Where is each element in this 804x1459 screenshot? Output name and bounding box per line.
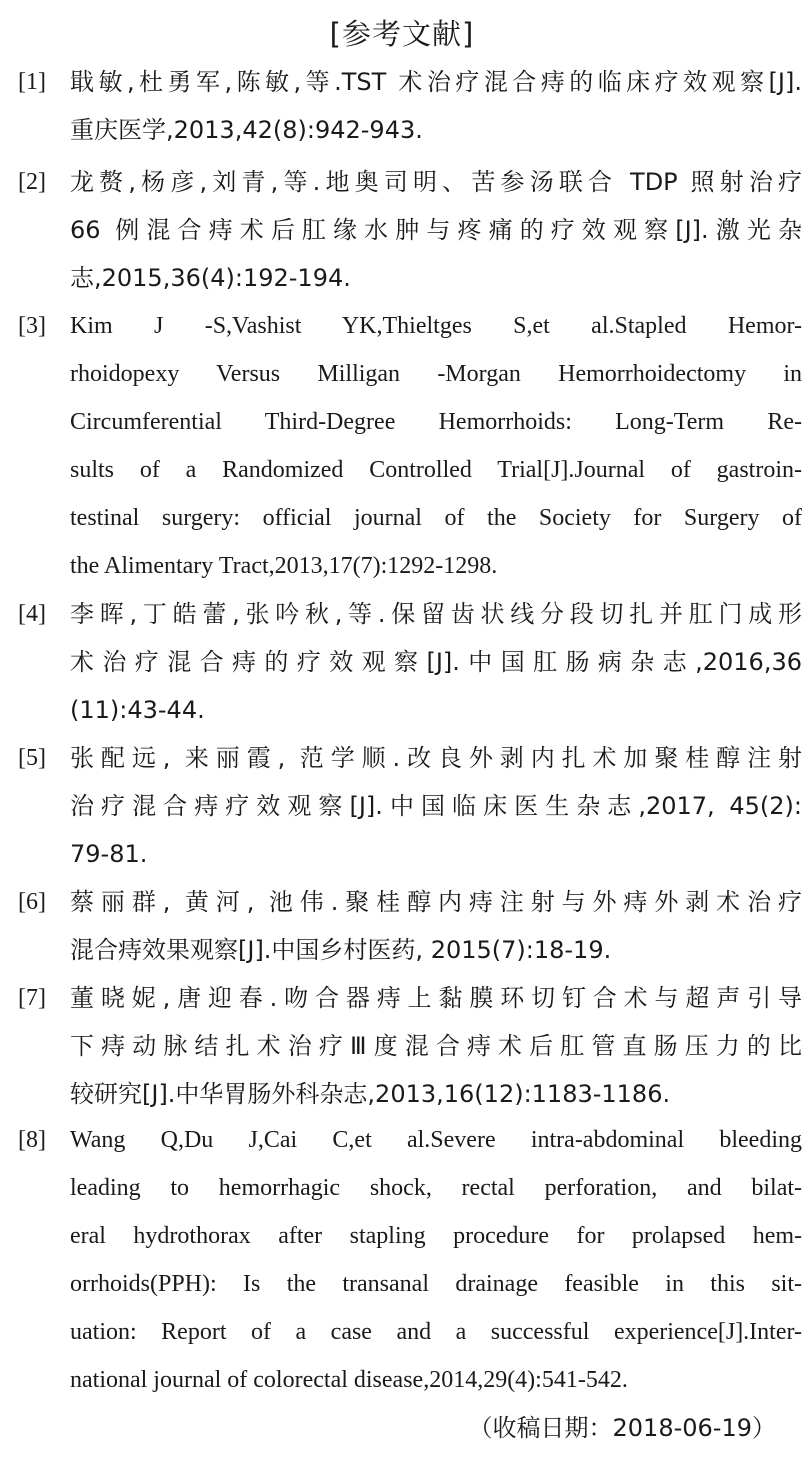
reference-line: Kim J -S,Vashist YK,Thieltges S,et al.Stapled Hemor- (70, 313, 802, 339)
reference-line: 较研究[J].中华胃肠外科杂志,2013,16(12):1183-1186. (70, 1080, 671, 1108)
reference-line: the Alimentary Tract,2013,17(7):1292-1298. (70, 553, 498, 579)
reference-line: 混合痔效果观察[J].中国乡村医药, 2015(7):18-19. (70, 936, 612, 964)
reference-line: rhoidopexy Versus Milligan -Morgan Hemorrhoidectomy in (70, 361, 802, 387)
reference-line: orrhoids(PPH): Is the transanal drainage feasible in this sit- (70, 1271, 802, 1297)
reference-line: 董晓妮,唐迎春.吻合器痔上黏膜环切钉合术与超声引导 (70, 984, 802, 1012)
reference-line: 张配远, 来丽霞, 范学顺.改良外剥内扎术加聚桂醇注射 (70, 744, 802, 772)
reference-line: 治疗混合痔疗效观察[J].中国临床医生杂志,2017, 45(2): (70, 792, 802, 820)
reference-line: 79-81. (70, 840, 148, 868)
reference-line: uation: Report of a case and a successful experience[J].Inter- (70, 1319, 802, 1345)
reference-line: 蔡丽群, 黄河, 池伟.聚桂醇内痔注射与外痔外剥术治疗 (70, 888, 802, 916)
reference-line: 戢敏,杜勇军,陈敏,等.TST 术治疗混合痔的临床疗效观察[J]. (70, 68, 802, 96)
reference-number: [7] (18, 985, 46, 1011)
reference-number: [5] (18, 745, 46, 771)
reference-line: 66 例混合痔术后肛缘水肿与疼痛的疗效观察[J].激光杂 (70, 216, 802, 244)
received-date: （收稿日期：2018-06-19） (468, 1414, 776, 1442)
reference-number: [3] (18, 313, 46, 339)
reference-line: 龙赘,杨彦,刘青,等.地奥司明、苦参汤联合 TDP 照射治疗 (70, 168, 802, 196)
reference-number: [6] (18, 889, 46, 915)
reference-line: Circumferential Third-Degree Hemorrhoids: Long-Term Re- (70, 409, 802, 435)
reference-number: [2] (18, 169, 46, 195)
references-heading: [参考文献] (329, 17, 475, 51)
reference-line: 李晖,丁皓蕾,张吟秋,等.保留齿状线分段切扎并肛门成形 (70, 600, 802, 628)
reference-number: [1] (18, 69, 46, 95)
reference-line: sults of a Randomized Controlled Trial[J].Journal of gastroin- (70, 457, 802, 483)
reference-line: 术治疗混合痔的疗效观察[J].中国肛肠病杂志,2016,36 (70, 648, 802, 676)
reference-line: Wang Q,Du J,Cai C,et al.Severe intra-abdominal bleeding (70, 1127, 802, 1153)
reference-line: (11):43-44. (70, 696, 205, 724)
reference-number: [4] (18, 601, 46, 627)
reference-line: eral hydrothorax after stapling procedure for prolapsed hem- (70, 1223, 802, 1249)
reference-line: national journal of colorectal disease,2014,29(4):541-542. (70, 1367, 628, 1393)
reference-line: leading to hemorrhagic shock, rectal perforation, and bilat- (70, 1175, 802, 1201)
reference-line: testinal surgery: official journal of the Society for Surgery of (70, 505, 802, 531)
reference-number: [8] (18, 1127, 46, 1153)
reference-line: 下痔动脉结扎术治疗Ⅲ度混合痔术后肛管直肠压力的比 (70, 1032, 802, 1060)
reference-line: 重庆医学,2013,42(8):942-943. (70, 116, 423, 144)
reference-line: 志,2015,36(4):192-194. (70, 264, 351, 292)
